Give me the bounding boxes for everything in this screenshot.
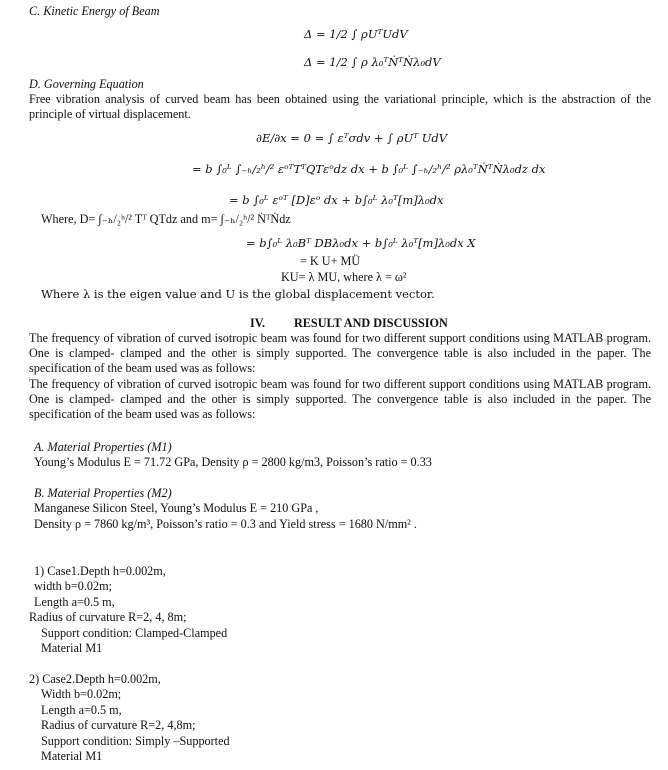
governing-equation-6: KU= λ MU, where λ = ω² xyxy=(281,270,407,284)
governing-equation-4: = b∫₀ᴸ λ₀Bᵀ DBλ₀dx + b∫₀ᴸ λ₀ᵀ[m]λ₀dx X xyxy=(246,236,476,250)
result-paragraph-1: The frequency of vibration of curved isotropic beam was found for two different support conditions using MATLAB program. One is clamped- clamped and the other is simply supported. The convergence table is also included in the paper. The specification of the beam used was as follows: xyxy=(29,331,651,375)
case2-length: Length a=0.5 m, xyxy=(41,703,122,717)
material-b-line-2: Density ρ = 7860 kg/m³, Poisson’s ratio = 0.3 and Yield stress = 1680 N/mm² . xyxy=(34,517,417,531)
case1-radius: Radius of curvature R=2, 4, 8m; xyxy=(29,610,187,624)
case2-radius: Radius of curvature R=2, 4,8m; xyxy=(41,718,196,732)
case1-material: Material M1 xyxy=(41,641,103,655)
kinetic-energy-equation-2: Δ = 1/2 ∫ ρ λ₀ᵀṄᵀṄλ₀dV xyxy=(304,55,441,69)
material-a-heading: A. Material Properties (M1) xyxy=(34,440,172,454)
case2-depth: 2) Case2.Depth h=0.002m, xyxy=(29,672,161,686)
material-a-properties: Young’s Modulus E = 71.72 GPa, Density ρ = 2800 kg/m3, Poisson’s ratio = 0.33 xyxy=(34,455,432,469)
case1-width: width b=0.02m; xyxy=(34,579,112,593)
case1-length: Length a=0.5 m, xyxy=(34,595,115,609)
where-definitions: Where, D= ∫₋ₕ/₂ʰ/² Tᵀ QTdz and m= ∫₋ₕ/₂ʰ/² ṄᵀṄdz xyxy=(41,212,291,226)
case1-support: Support condition: Clamped-Clamped xyxy=(41,626,228,640)
eigen-note: Where λ is the eigen value and U is the global displacement vector. xyxy=(41,287,435,301)
case1-depth: 1) Case1.Depth h=0.002m, xyxy=(34,564,166,578)
governing-equation-3: = b ∫₀ᴸ εᵒᵀ [D]εᵒ dx + b∫₀ᴸ λ₀ᵀ[m]λ₀dx xyxy=(229,193,444,207)
section-d-heading: D. Governing Equation xyxy=(29,77,144,91)
section-c-heading: C. Kinetic Energy of Beam xyxy=(29,4,160,18)
kinetic-energy-equation-1: Δ = 1/2 ∫ ρUᵀUdV xyxy=(304,27,408,41)
result-paragraph-2: The frequency of vibration of curved isotropic beam was found for two different support conditions using MATLAB program. One is clamped- clamped and the other is simply supported. The convergence table is also included in the paper. The specification of the beam used was as follows: xyxy=(29,377,651,421)
governing-equation-5: = K U+ MÜ xyxy=(300,254,361,268)
case2-material: Material M1 xyxy=(41,749,103,763)
governing-equation-2: = b ∫₀ᴸ ∫₋ₕ/₂ʰ/² εᵒᵀTᵀQTεᵒdz dx + b ∫₀ᴸ ∫₋ₕ/₂ʰ/² ρλ₀ᵀṄᵀṄλ₀dz dx xyxy=(192,162,546,176)
section-iv-number: IV. xyxy=(250,316,266,330)
governing-paragraph: Free vibration analysis of curved beam has been obtained using the variational principle, which is the abstraction of the principle of virtual displacement. xyxy=(29,92,651,121)
section-iv-title: RESULT AND DISCUSSION xyxy=(294,316,448,330)
case2-width: Width b=0.02m; xyxy=(41,687,122,701)
material-b-heading: B. Material Properties (M2) xyxy=(34,486,172,500)
material-b-line-1: Manganese Silicon Steel, Young’s Modulus E = 210 GPa , xyxy=(34,501,319,515)
case2-support: Support condition: Simply –Supported xyxy=(41,734,230,748)
governing-equation-1: ∂E/∂x = 0 = ∫ εᵀσdv + ∫ ρUᵀ UdV xyxy=(256,131,448,145)
